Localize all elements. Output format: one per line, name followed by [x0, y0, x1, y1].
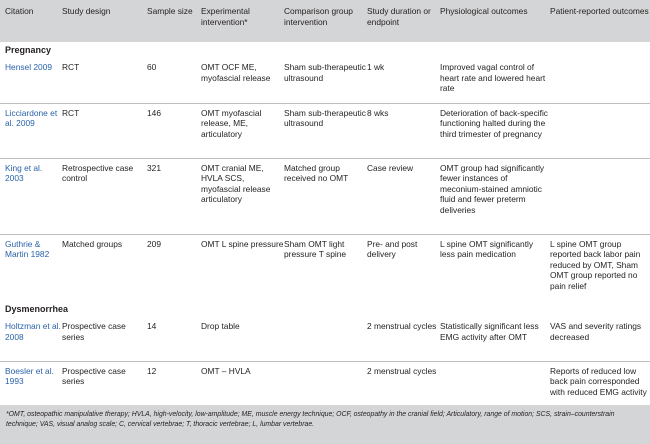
design-cell: Matched groups [62, 238, 123, 249]
table-row [0, 103, 650, 158]
size-cell: 60 [147, 58, 201, 103]
comparison-cell: Sham sub-therapeutic ultrasound [284, 58, 367, 103]
duration-cell: 8 wks [367, 103, 440, 158]
experimental-cell: OMT L spine pressure [201, 238, 284, 249]
citation-cell: Guthrie & Martin 1982 [5, 238, 50, 260]
section-title: Pregnancy [5, 45, 52, 55]
patient-cell [550, 103, 650, 158]
citation-cell: Hensel 2009 [0, 58, 62, 103]
citation-cell: Licciardone et al. 2009 [0, 103, 62, 158]
comparison-cell: Matched group received no OMT [284, 158, 367, 234]
header-experimental-intervention: Experimental intervention* [201, 6, 250, 27]
table-footnote: *OMT, osteopathic manipulative therapy; HVLA, high-velocity, low-amplitude; ME, muscle energy technique; OCF, osteopathy in the cranial field; Articulatory, range of motion; SCS, strain–counterstrain technique; VAS, visual analog scale; C, cervical vertebrae; T, thoracic vertebrae; L, lumbar vertebrae. [0, 405, 650, 444]
table-row [0, 317, 650, 361]
experimental-cell: Drop table [201, 317, 284, 361]
citation-cell: Boesler et al. 1993 [5, 365, 54, 387]
patient-cell: L spine OMT group reported back labor pain reduced by OMT, Sham OMT group reported no pain relief [550, 238, 641, 291]
patient-cell [550, 58, 650, 103]
comparison-cell: Sham OMT light pressure T spine [284, 238, 347, 260]
experimental-cell: OMT myofascial release, ME, articulatory [201, 103, 284, 158]
design-cell: Retrospective case control [62, 158, 147, 234]
patient-cell [550, 158, 650, 234]
physiological-cell: Deterioration of back-specific functioning halted during the third trimester of pregnancy [440, 103, 550, 158]
header-study-design: Study design [62, 6, 111, 16]
header-sample-size: Sample size [147, 6, 193, 16]
physiological-cell: OMT group had significantly fewer instances of meconium-stained amniotic fluid and fewer preterm deliveries [440, 158, 550, 234]
physiological-cell: Statistically significant less EMG activity after OMT [440, 317, 550, 361]
table-row [0, 234, 650, 301]
table-row [0, 58, 650, 103]
size-cell: 12 [147, 365, 157, 376]
header-physiological-outcomes: Physiological outcomes [440, 6, 528, 16]
patient-cell: VAS and severity ratings decreased [550, 317, 650, 361]
header-row [0, 0, 650, 42]
experimental-cell: OMT – HVLA [201, 365, 251, 376]
design-cell: Prospective case series [62, 317, 147, 361]
header-study-duration: Study duration or endpoint [367, 6, 431, 27]
table-row [0, 158, 650, 234]
citation-cell: King et al. 2003 [0, 158, 62, 234]
section-title: Dysmenorrhea [5, 304, 69, 314]
header-comparison-intervention: Comparison group intervention [284, 6, 353, 27]
experimental-cell: OMT OCF ME, myofascial release [201, 58, 284, 103]
design-cell: Prospective case series [62, 365, 126, 387]
section-row-dysmenorrhea [0, 301, 650, 317]
experimental-cell: OMT cranial ME, HVLA SCS, myofascial release articulatory [201, 158, 284, 234]
comparison-cell: Sham sub-therapeutic ultrasound [284, 103, 367, 158]
duration-cell: Case review [367, 158, 440, 234]
design-cell: RCT [62, 58, 147, 103]
citation-cell: Holtzman et al. 2008 [0, 317, 62, 361]
size-cell: 321 [147, 158, 201, 234]
duration-cell: 1 wk [367, 58, 440, 103]
duration-cell: 2 menstrual cycles [367, 317, 440, 361]
duration-cell: 2 menstrual cycles [367, 365, 437, 376]
header-citation: Citation [5, 6, 34, 16]
duration-cell: Pre- and post delivery [367, 238, 418, 260]
size-cell: 209 [147, 238, 161, 249]
header-patient-reported-outcomes: Patient-reported outcomes [550, 6, 649, 16]
patient-cell: Reports of reduced low back pain corresponded with reduced EMG activity [550, 365, 647, 397]
size-cell: 14 [147, 317, 201, 361]
physiological-cell: L spine OMT significantly less pain medication [440, 238, 534, 260]
comparison-cell [284, 317, 367, 361]
physiological-cell: Improved vagal control of heart rate and lowered heart rate [440, 58, 550, 103]
design-cell: RCT [62, 103, 147, 158]
section-row-pregnancy [0, 42, 650, 58]
size-cell: 146 [147, 103, 201, 158]
